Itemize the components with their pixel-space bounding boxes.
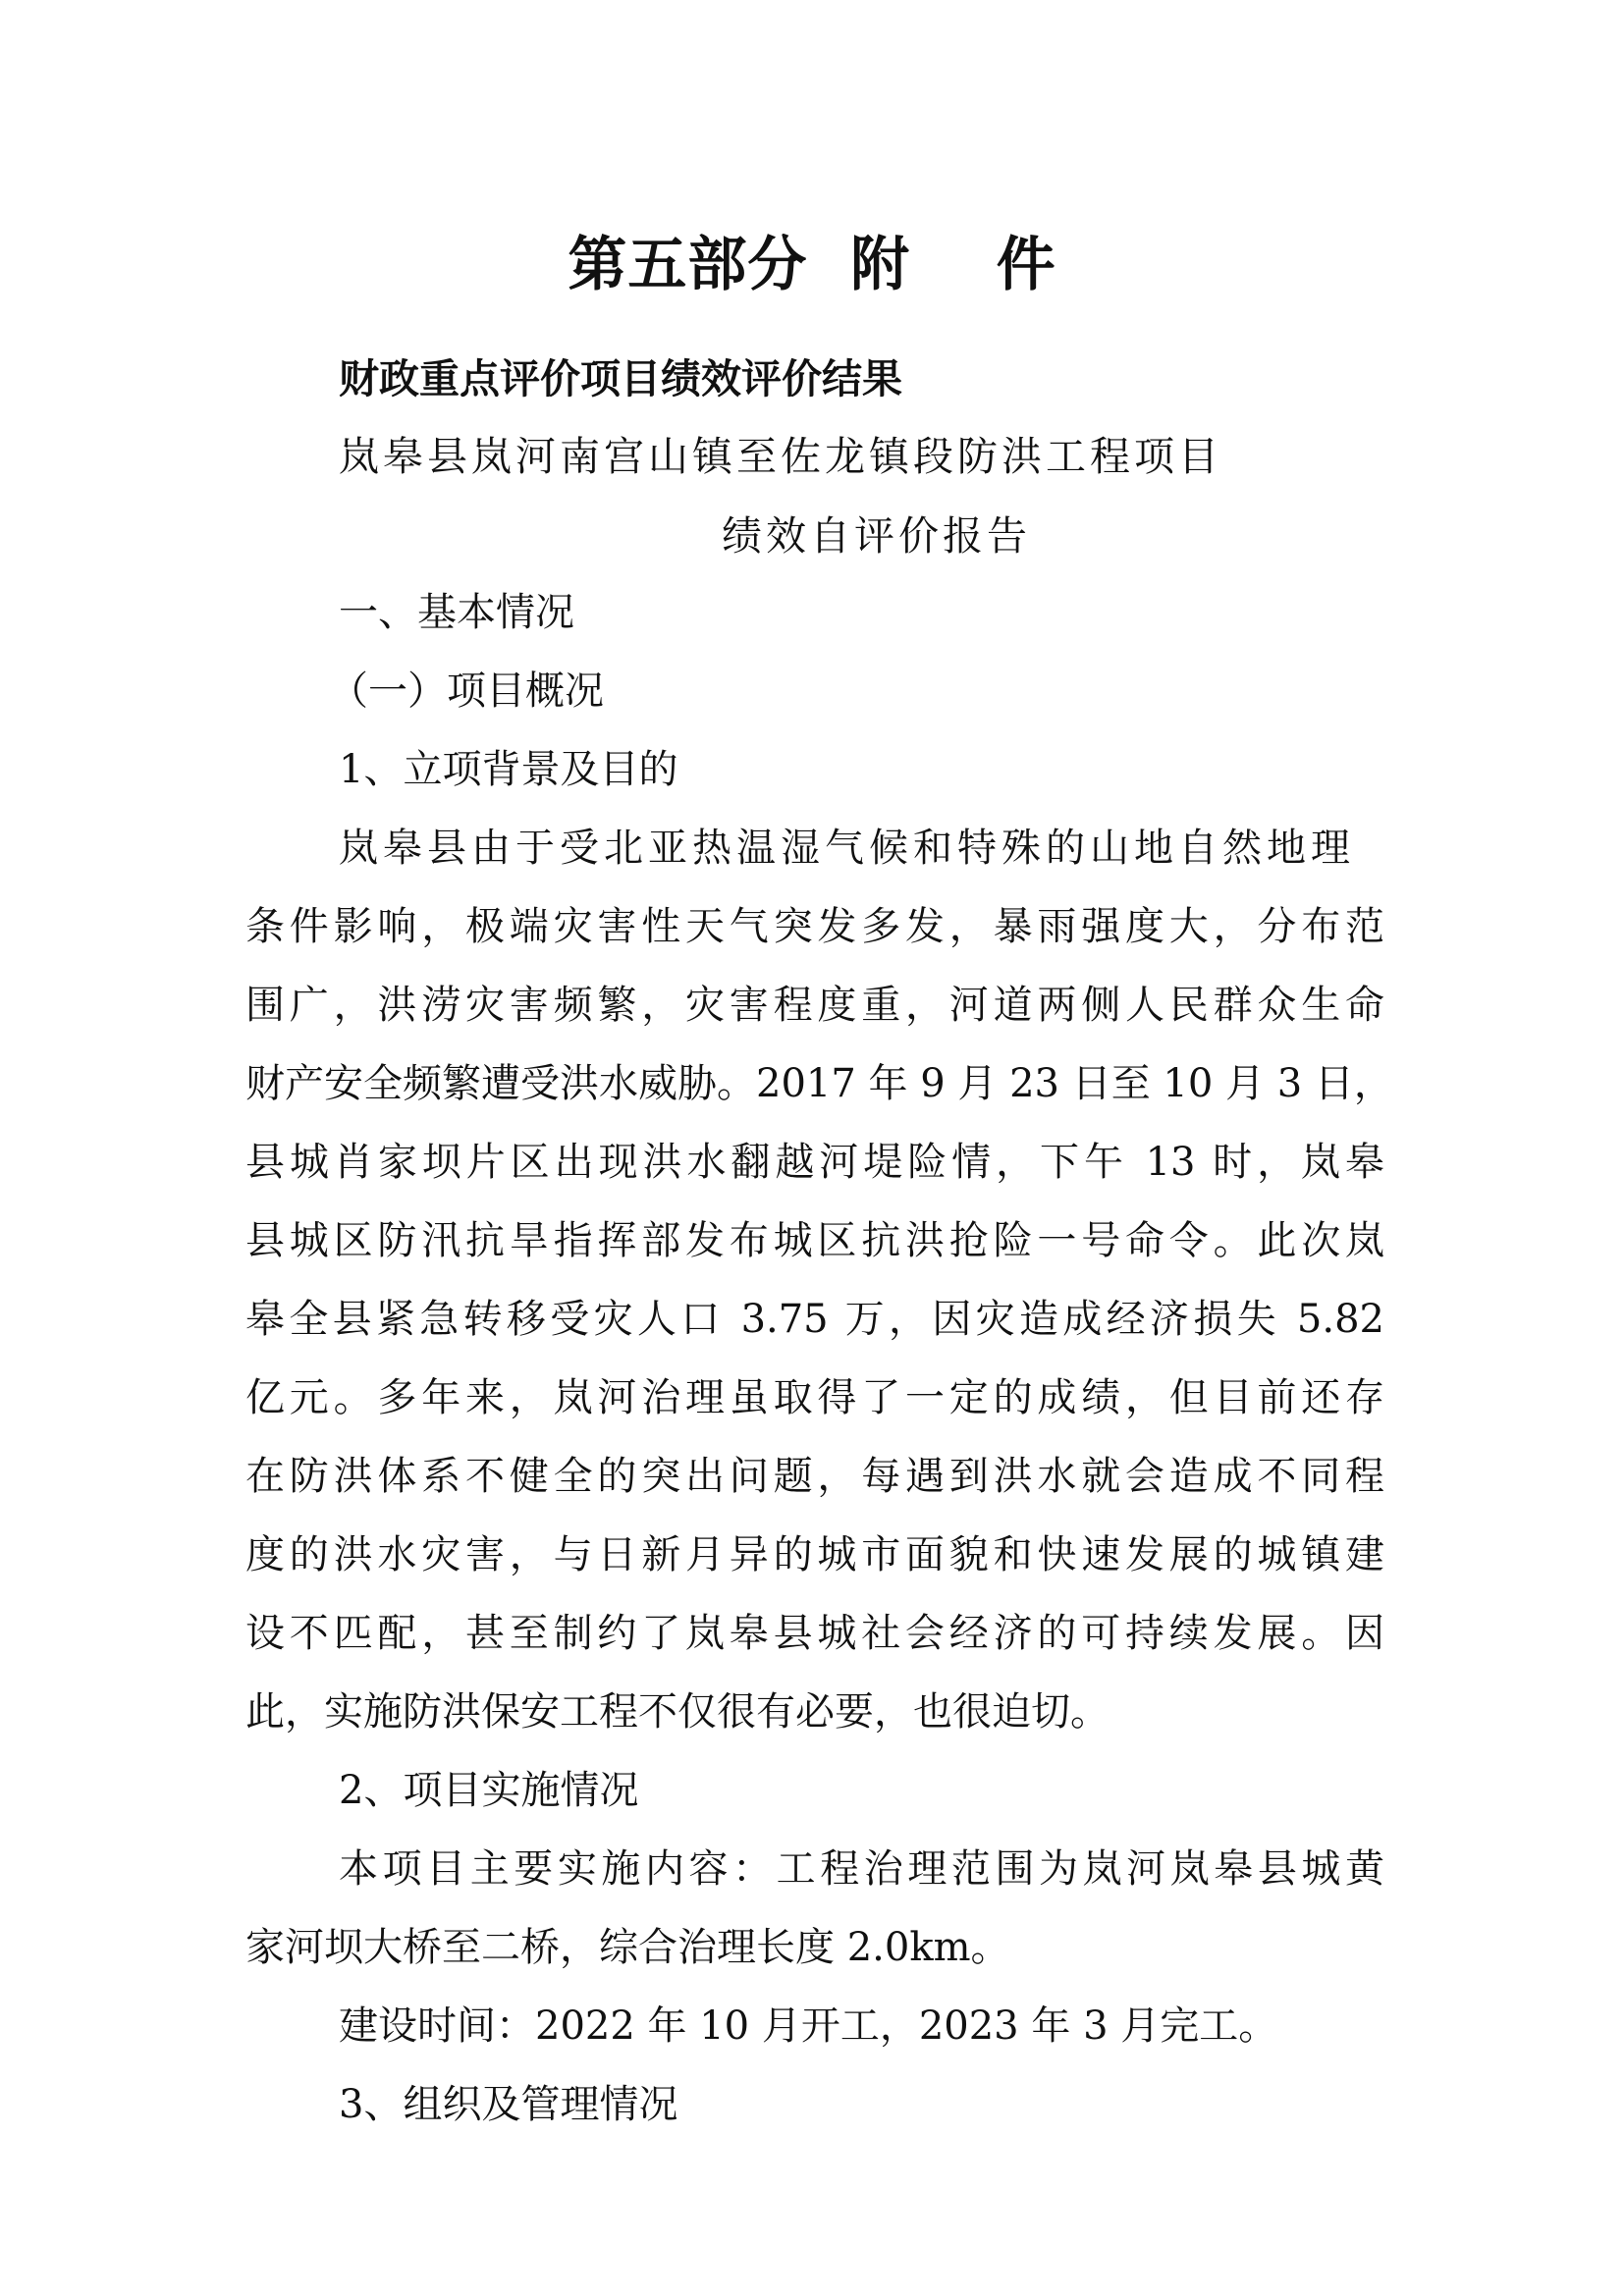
paragraph-line: 皋全县紧急转移受灾人口 3.75 万，因灾造成经济损失 5.82 <box>245 1297 1384 1342</box>
paragraph-line: 家河坝大桥至二桥，综合治理长度 2.0km。 <box>245 1925 1010 1970</box>
part-title: 第五部分 附 件 <box>568 231 1056 299</box>
report-title-line-2: 绩效自评价报告 <box>722 512 1031 560</box>
section-heading: 财政重点评价项目绩效评价结果 <box>339 355 902 402</box>
schedule-line: 建设时间：2022 年 10 月开工，2023 年 3 月完工。 <box>339 2003 1278 2049</box>
heading-background: 1、立项背景及目的 <box>339 747 678 792</box>
paragraph-line: 本项目主要实施内容：工程治理范围为岚河岚皋县城黄 <box>339 1846 1384 1892</box>
report-title-line-1: 岚皋县岚河南宫山镇至佐龙镇段防洪工程项目 <box>339 433 1222 480</box>
paragraph-line: 县城区防汛抗旱指挥部发布城区抗洪抢险一号命令。此次岚 <box>245 1218 1384 1263</box>
heading-project-overview: （一）项目概况 <box>329 668 604 714</box>
paragraph-line: 设不匹配，甚至制约了岚皋县城社会经济的可持续发展。因 <box>245 1611 1384 1656</box>
heading-basic-info: 一、基本情况 <box>339 590 574 635</box>
paragraph-line: 县城肖家坝片区出现洪水翻越河堤险情，下午 13 时，岚皋 <box>245 1140 1384 1185</box>
paragraph-line: 在防洪体系不健全的突出问题，每遇到洪水就会造成不同程 <box>245 1454 1384 1499</box>
heading-implementation: 2、项目实施情况 <box>339 1768 639 1813</box>
paragraph-line: 亿元。多年来，岚河治理虽取得了一定的成绩，但目前还存 <box>245 1375 1384 1420</box>
paragraph-line: 度的洪水灾害，与日新月异的城市面貌和快速发展的城镇建 <box>245 1532 1384 1577</box>
paragraph-line: 财产安全频繁遭受洪水威胁。2017 年 9 月 23 日至 10 月 3 日， <box>245 1061 1393 1106</box>
paragraph-line: 围广，洪涝灾害频繁，灾害程度重，河道两侧人民群众生命 <box>245 983 1384 1028</box>
paragraph-line: 此，实施防洪保安工程不仅很有必要，也很迫切。 <box>245 1689 1110 1735</box>
heading-organization: 3、组织及管理情况 <box>339 2082 678 2127</box>
paragraph-line: 条件影响，极端灾害性天气突发多发，暴雨强度大，分布范 <box>245 904 1384 949</box>
paragraph-line: 岚皋县由于受北亚热温湿气候和特殊的山地自然地理 <box>339 826 1350 871</box>
